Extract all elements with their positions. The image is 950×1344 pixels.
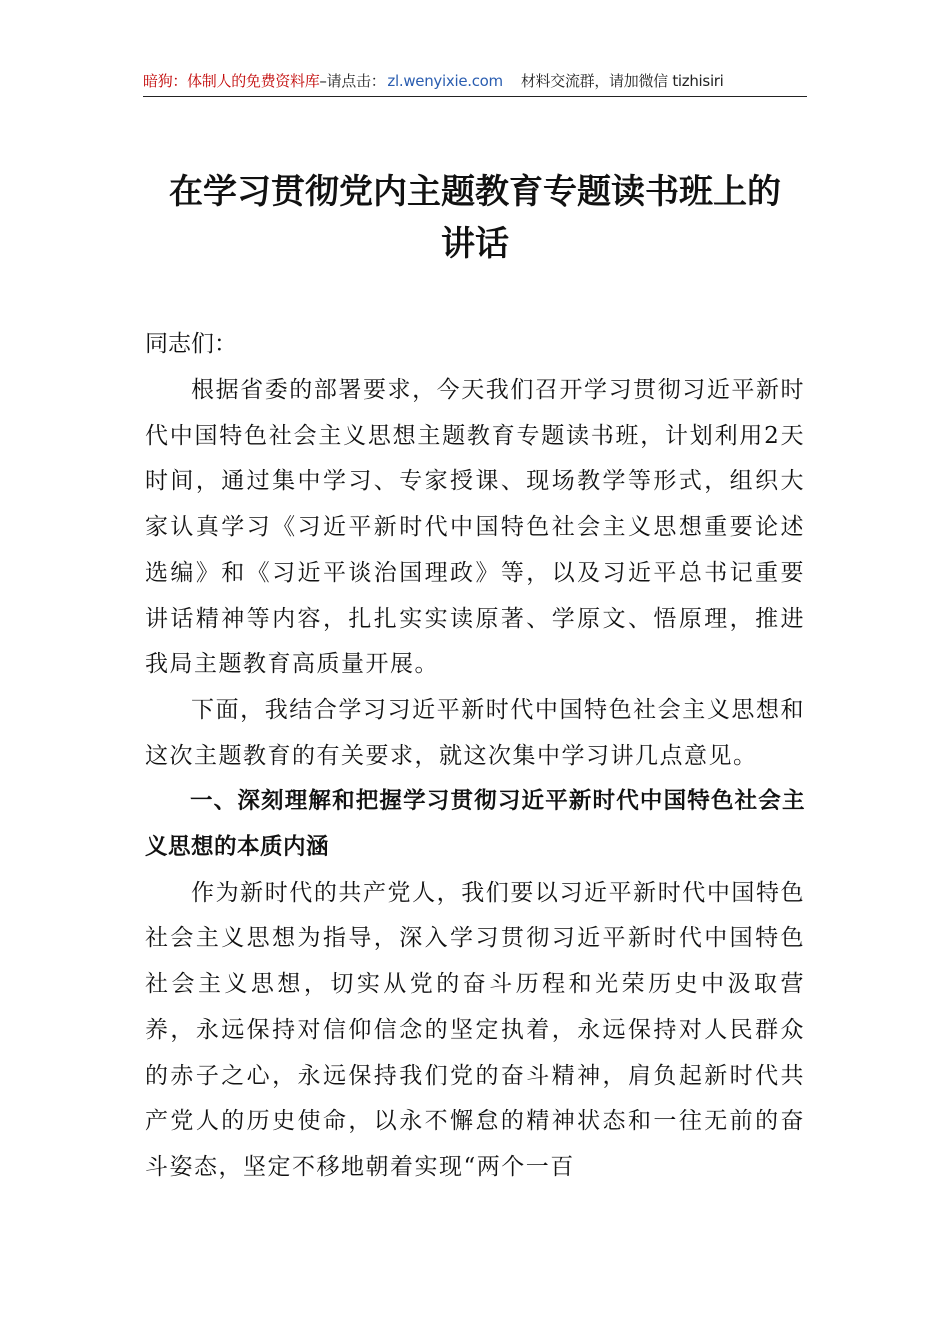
paragraph-2: 下面，我结合学习习近平新时代中国特色社会主义思想和这次主题教育的有关要求，就这次集中学习讲几点意见。 (145, 696, 805, 769)
paragraph-1: 根据省委的部署要求，今天我们召开学习贯彻习近平新时代中国特色社会主义思想主题教育专题读书班，计划利用2天时间，通过集中学习、专家授课、现场教学等形式，组织大家认真学习《习近平新时代中国特色社会主义思想重要论述选编》和《习近平谈治国理政》等，以及习近平总书记重要讲话精神等内容，扎扎实实读原著、学原文、悟原理，推进我局主题教育高质量开展。 (145, 377, 805, 678)
document-title-line2: 讲话 (441, 224, 509, 264)
page-header (143, 66, 807, 97)
header-click-prompt: –请点击： (319, 72, 386, 90)
document-body (145, 368, 805, 1191)
header-url-link[interactable]: zl.wenyixie.com (387, 72, 503, 90)
section-heading-1: 一、深刻理解和把握学习贯彻习近平新时代中国特色社会主义思想的本质内涵 (145, 788, 805, 861)
document-title-line1: 在学习贯彻党内主题教育专题读书班上的 (169, 172, 781, 212)
salutation: 同志们： (145, 331, 237, 357)
header-wechat-note: 材料交流群，请加微信 tizhisiri (520, 72, 724, 90)
header-brand: 暗狗：体制人的免费资料库 (143, 72, 320, 90)
paragraph-3: 作为新时代的共产党人，我们要以习近平新时代中国特色社会主义思想为指导，深入学习贯彻习近平新时代中国特色社会主义思想，切实从党的奋斗历程和光荣历史中汲取营养，永远保持对信仰信念的坚定执着，永远保持对人民群众的赤子之心，永远保持我们党的奋斗精神，肩负起新时代共产党人的历史使命，以永不懈怠的精神状态和一往无前的奋斗姿态，坚定不移地朝着实现“两个一百 (145, 879, 805, 1180)
